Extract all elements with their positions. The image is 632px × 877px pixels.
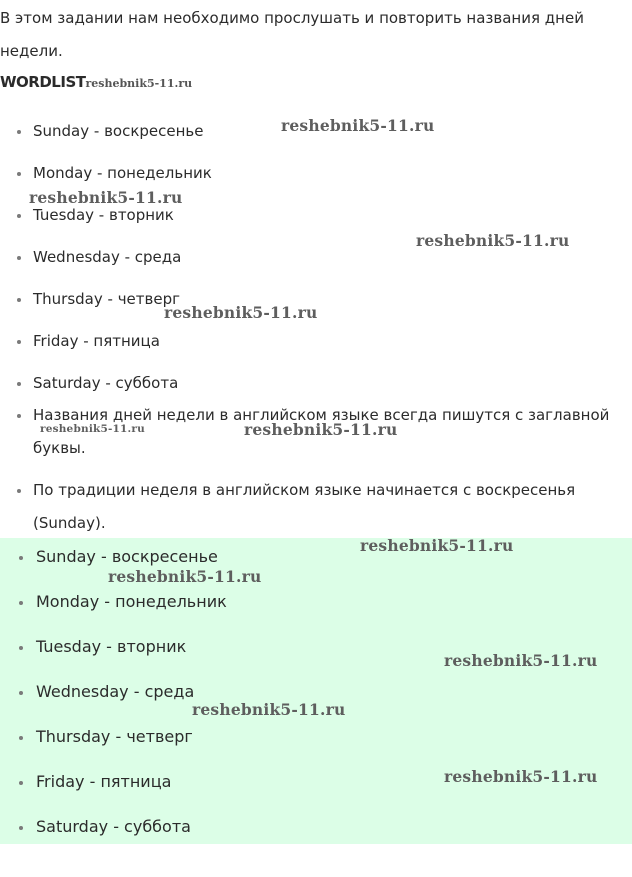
watermark: reshebnik5-11.ru: [416, 231, 570, 250]
highlight-box: [0, 538, 632, 844]
watermark: reshebnik5-11.ru: [444, 767, 598, 786]
list-item-monday: Monday - понедельник: [33, 157, 212, 190]
hl-item-tuesday: Tuesday - вторник: [36, 635, 186, 659]
hl-item-sunday: Sunday - воскресенье: [36, 545, 218, 569]
list-item-wednesday: Wednesday - среда: [33, 241, 181, 274]
watermark: reshebnik5-11.ru: [244, 420, 398, 439]
intro-text: В этом задании нам необходимо прослушать и повторить названия дней недели.: [0, 9, 584, 60]
watermark: reshebnik5-11.ru: [360, 536, 514, 555]
hl-item-wednesday: Wednesday - среда: [36, 680, 194, 704]
watermark: reshebnik5-11.ru: [192, 700, 346, 719]
hl-item-monday: Monday - понедельник: [36, 590, 227, 614]
list-item-tuesday: Tuesday - вторник: [33, 199, 174, 232]
list-item-thursday: Thursday - четверг: [33, 283, 180, 316]
watermark: reshebnik5-11.ru: [108, 567, 262, 586]
list-item-saturday: Saturday - суббота: [33, 367, 178, 400]
list-item-friday: Friday - пятница: [33, 325, 160, 358]
hl-item-saturday: Saturday - суббота: [36, 815, 191, 839]
hl-item-thursday: Thursday - четверг: [36, 725, 193, 749]
hl-item-friday: Friday - пятница: [36, 770, 171, 794]
watermark: reshebnik5-11.ru: [444, 651, 598, 670]
watermark: reshebnik5-11.ru: [40, 423, 145, 435]
watermark-inline: reshebnik5-11.ru: [85, 77, 193, 90]
wordlist-heading: [0, 70, 192, 94]
list-item-sunday: Sunday - воскресенье: [33, 115, 204, 148]
watermark: reshebnik5-11.ru: [281, 116, 435, 135]
watermark: reshebnik5-11.ru: [164, 303, 318, 322]
watermark: reshebnik5-11.ru: [29, 188, 183, 207]
wordlist-title: WORDLIST: [0, 73, 86, 91]
list-item-capital-note: Названия дней недели в английском языке всегда пишутся с заглавной буквы.: [33, 399, 613, 465]
list-item-sunday-note: По традиции неделя в английском языке начинается с воскресенья (Sunday).: [33, 474, 613, 540]
